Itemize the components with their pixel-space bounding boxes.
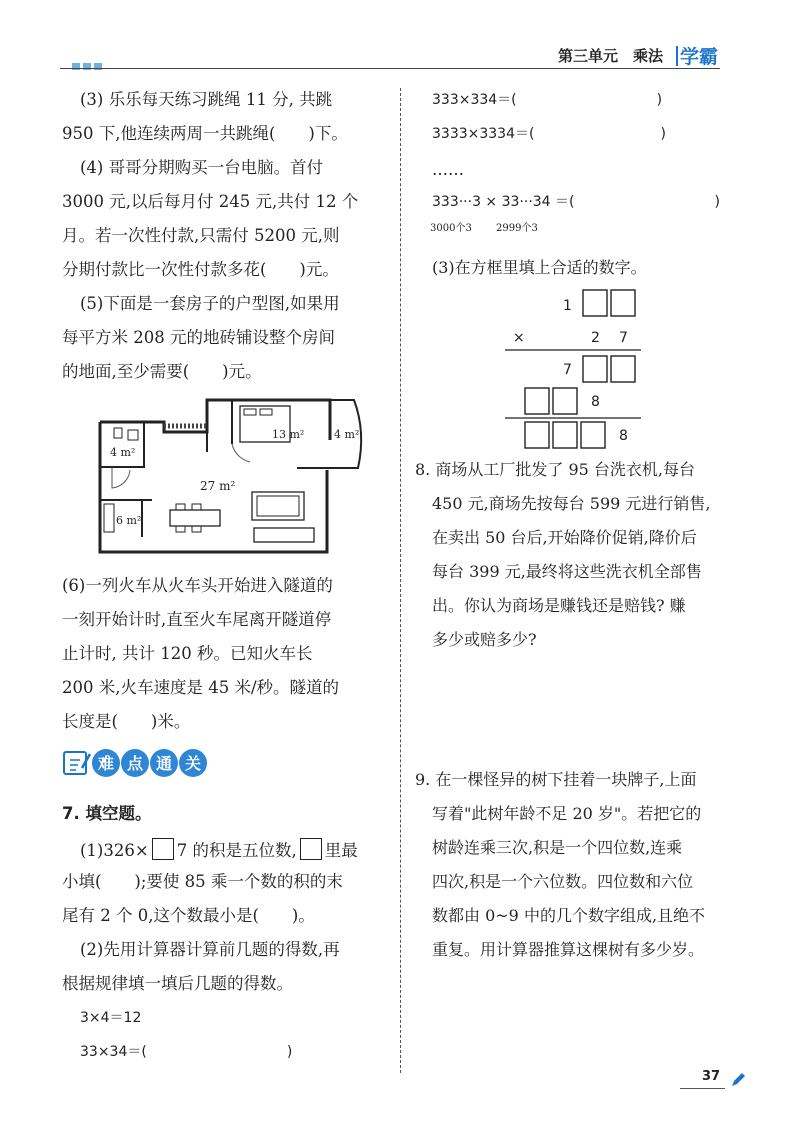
q9-line5: 数都由 0~9 中的几个数字组成,且绝不 — [432, 906, 706, 925]
q5-line2: 每平方米 208 元的地砖铺设整个房间 — [62, 328, 335, 347]
answer-box[interactable] — [300, 838, 322, 860]
q6-line1: (6)一列火车从火车头开始进入隧道的 — [62, 576, 333, 595]
q7-2-line1: (2)先用计算器计算前几题的得数,再 — [80, 940, 340, 959]
q6-line4: 200 米,火车速度是 45 米/秒。隧道的 — [62, 678, 340, 697]
header-decoration — [72, 55, 105, 74]
q8-line2: 450 元,商场先按每台 599 元进行销售, — [432, 494, 711, 513]
footer-rule — [680, 1088, 725, 1089]
q8-line1: 8. 商场从工厂批发了 95 台洗衣机,每台 — [415, 460, 695, 479]
brand-logo: 学霸 — [680, 46, 719, 68]
floor-plan-diagram — [92, 392, 382, 557]
section-banner — [62, 746, 222, 780]
equation-2: 33×34＝( ) — [80, 1044, 293, 1060]
q7-title: 7. 填空题。 — [62, 804, 152, 823]
answer-box[interactable] — [611, 290, 635, 316]
q9-line1: 9. 在一棵怪异的树下挂着一块牌子,上面 — [415, 770, 697, 789]
q6-line3: 止计时, 共计 120 秒。已知火车长 — [62, 644, 313, 663]
q8-line6: 多少或赔多少? — [432, 630, 537, 649]
answer-box[interactable] — [152, 838, 174, 860]
q4-line1: (4) 哥哥分期购买一台电脑。首付 — [80, 158, 324, 177]
equation-4: 3333×3334＝( ) — [432, 126, 666, 142]
q8-line5: 出。你认为商场是赚钱还是赔钱? 赚 — [432, 596, 686, 615]
digit: 7 — [563, 362, 572, 378]
room-6-label: 6 m² — [116, 514, 142, 527]
digit: 1 — [563, 298, 572, 314]
room-27-label: 27 m² — [200, 479, 236, 493]
q7-1-line2: 小填( );要使 85 乘一个数的积的末 — [62, 872, 343, 891]
answer-box[interactable] — [553, 388, 577, 414]
section-title-char: 关 — [185, 754, 202, 773]
room-4-bath-label: 4 m² — [110, 446, 136, 459]
q7-1-line3: 尾有 2 个 0,这个数最小是( )。 — [62, 906, 315, 925]
answer-box[interactable] — [581, 422, 605, 448]
q9-line3: 树龄连乘三次,积是一个四位数,连乘 — [432, 838, 683, 857]
sub-3000: 3000个3 — [430, 223, 472, 234]
answer-box[interactable] — [525, 388, 549, 414]
equation-3: 333×334＝( ) — [432, 92, 663, 108]
ellipsis: …… — [432, 160, 464, 179]
q4-line3: 月。若一次性付款,只需付 5200 元,则 — [62, 226, 340, 245]
q7-3-text: (3)在方框里填上合适的数字。 — [432, 258, 647, 277]
equation-5: 333···3 × 33···34 ＝( ) — [432, 194, 720, 210]
digit: 8 — [591, 394, 600, 410]
q4-line4: 分期付款比一次性付款多花( )元。 — [62, 260, 339, 279]
q7-1-line1: (1)326× 7 的积是五位数, 里最 — [80, 838, 358, 861]
equation-1: 3×4＝12 — [80, 1010, 142, 1026]
page-number: 37 — [702, 1069, 721, 1084]
multiplication-puzzle — [505, 288, 645, 450]
q5-line1: (5)下面是一套房子的户型图,如果用 — [80, 294, 340, 313]
chapter-title: 第三单元 乘法 — [558, 47, 664, 65]
answer-box[interactable] — [583, 356, 607, 382]
q5-line3: 的地面,至少需要( )元。 — [62, 362, 262, 381]
sub-2999: 2999个3 — [496, 223, 538, 234]
header-rule — [60, 68, 720, 69]
digit: 8 — [619, 428, 628, 444]
q3-line2: 950 下,他连续两周一共跳绳( )下。 — [62, 124, 348, 143]
q9-line4: 四次,积是一个六位数。四位数和六位 — [432, 872, 694, 891]
q3-line1: (3) 乐乐每天练习跳绳 11 分, 共跳 — [80, 90, 333, 109]
answer-box[interactable] — [611, 356, 635, 382]
room-13-label: 13 m² — [272, 428, 305, 441]
answer-box[interactable] — [553, 422, 577, 448]
digit: 2 — [591, 330, 600, 346]
pencil-icon — [729, 1071, 747, 1089]
q6-line2: 一刻开始计时,直至火车尾离开隧道停 — [62, 610, 332, 629]
q8-line3: 在卖出 50 台后,开始降价促销,降价后 — [432, 528, 697, 547]
digit: 7 — [619, 330, 628, 346]
q8-line4: 每台 399 元,最终将这些洗衣机全部售 — [432, 562, 702, 581]
column-divider — [400, 88, 401, 1073]
section-title-char: 点 — [127, 754, 144, 773]
section-title-char: 通 — [156, 754, 173, 773]
q6-line5: 长度是( )米。 — [62, 712, 191, 731]
q7-2-line2: 根据规律填一填后几题的得数。 — [62, 974, 293, 993]
room-4-balcony-label: 4 m² — [334, 428, 360, 441]
answer-box[interactable] — [583, 290, 607, 316]
section-title-char: 难 — [98, 754, 115, 773]
q9-line6: 重复。用计算器推算这棵树有多少岁。 — [432, 940, 705, 959]
answer-box[interactable] — [525, 422, 549, 448]
q4-line2: 3000 元,以后每月付 245 元,共付 12 个 — [62, 192, 359, 211]
times-sign: × — [513, 330, 525, 346]
header-separator — [676, 46, 678, 66]
q9-line2: 写着"此树年龄不足 20 岁"。若把它的 — [432, 804, 702, 823]
